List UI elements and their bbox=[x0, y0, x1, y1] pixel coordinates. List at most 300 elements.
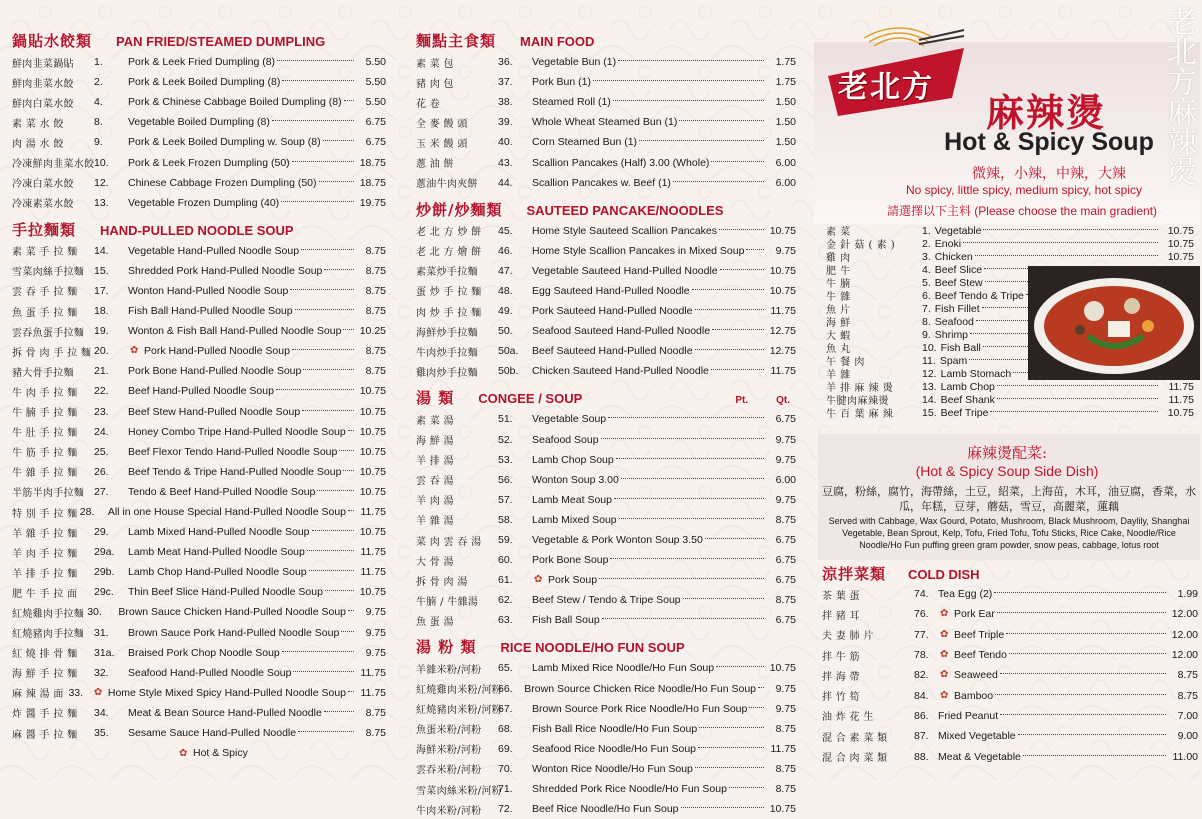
item-name-zh: 羊 雜 手 拉 麵 bbox=[12, 528, 78, 540]
menu-item bbox=[416, 112, 796, 132]
item-price: 10.75 bbox=[359, 385, 386, 398]
menu-item bbox=[12, 72, 386, 92]
item-name-zh: 牛 腩 手 拉 麵 bbox=[12, 408, 78, 420]
leader-dots bbox=[319, 181, 354, 182]
item-number: 71. bbox=[498, 783, 513, 796]
soup-title-zh: 麻辣燙 bbox=[986, 90, 1107, 135]
leader-dots bbox=[975, 255, 1158, 256]
item-name-en bbox=[938, 649, 1168, 661]
item-price: 6.75 bbox=[365, 136, 386, 149]
option-number: 12. bbox=[922, 367, 937, 380]
section-title-zh: 麵點主食類 bbox=[416, 32, 497, 50]
item-name-en bbox=[938, 710, 1168, 722]
item-price: 10.75 bbox=[359, 465, 386, 478]
item-number: 2. bbox=[94, 76, 103, 89]
item-price: 8.75 bbox=[365, 284, 386, 297]
item-name-zh: 海 鮮 湯 bbox=[416, 436, 454, 448]
leader-dots bbox=[307, 550, 354, 551]
menu-item bbox=[12, 241, 386, 261]
leader-dots bbox=[712, 329, 764, 330]
option-name-en bbox=[922, 394, 1160, 406]
item-name-zh: 炸 醬 手 拉 麵 bbox=[12, 709, 78, 721]
menu-item bbox=[12, 321, 386, 341]
item-name-zh: 鮮肉韭菜鍋貼 bbox=[12, 58, 74, 70]
menu-item bbox=[12, 442, 386, 462]
item-number: 20. bbox=[94, 345, 109, 358]
item-number: 86. bbox=[914, 709, 929, 722]
item-name-text: Seafood Hand-Pulled Noodle Soup bbox=[128, 666, 292, 679]
item-number: 23. bbox=[94, 405, 109, 418]
menu-item bbox=[12, 301, 386, 321]
item-name-zh: 雲吞米粉/河粉 bbox=[416, 765, 482, 777]
item-name-text: Wonton Rice Noodle/Ho Fun Soup bbox=[532, 762, 693, 775]
section-title-zh: 涼拌菜類 bbox=[822, 565, 887, 583]
menu-item bbox=[416, 450, 796, 470]
option-name-zh: 雞 肉 bbox=[826, 253, 851, 264]
item-name-zh: 大 骨 湯 bbox=[416, 556, 454, 568]
menu-item bbox=[416, 409, 796, 429]
chili-icon: ✿ bbox=[940, 608, 949, 620]
item-number: 18. bbox=[94, 305, 109, 318]
option-price: 10.75 bbox=[1167, 406, 1194, 419]
item-name-zh: 雪菜肉絲手拉麵 bbox=[12, 267, 85, 279]
leader-dots bbox=[1009, 653, 1166, 654]
item-name-text: Seafood Rice Noodle/Ho Fun Soup bbox=[532, 742, 697, 755]
leader-dots bbox=[990, 411, 1158, 412]
item-price: 9.75 bbox=[775, 702, 796, 715]
item-name-text: Meat & Bean Source Hand-Pulled Noodle bbox=[128, 706, 322, 719]
item-name-text: Pork & Leek Frozen Dumpling (50) bbox=[128, 156, 290, 169]
menu-item bbox=[416, 430, 796, 450]
leader-dots bbox=[711, 369, 764, 370]
item-number: 26. bbox=[94, 465, 109, 478]
item-name-zh: 紅燒豬肉米粉/河粉 bbox=[416, 705, 503, 717]
item-price: 1.75 bbox=[775, 56, 796, 69]
item-number: 9. bbox=[94, 136, 103, 149]
option-price: 10.75 bbox=[1167, 250, 1194, 263]
item-number: 57. bbox=[498, 493, 513, 506]
menu-item bbox=[416, 470, 796, 490]
option-name-text: Lamb Stomach bbox=[940, 367, 1012, 380]
menu-item bbox=[416, 52, 796, 72]
item-name-zh: 拌 海 帶 bbox=[822, 671, 860, 683]
menu-item bbox=[416, 570, 796, 590]
section-header bbox=[12, 30, 386, 52]
item-name-text: Scallion Pancakes w. Beef (1) bbox=[532, 176, 671, 189]
item-name-zh: 拆 骨 肉 湯 bbox=[416, 576, 468, 588]
item-name-en bbox=[128, 197, 356, 209]
item-name-en bbox=[128, 136, 356, 148]
cold-dish-list bbox=[822, 584, 1198, 767]
menu-item bbox=[12, 422, 386, 442]
leader-dots bbox=[282, 80, 354, 81]
item-price: 12.75 bbox=[769, 325, 796, 338]
leader-dots bbox=[746, 249, 764, 250]
menu-item bbox=[12, 462, 386, 482]
item-name-en bbox=[532, 413, 766, 425]
item-name-zh: 牛肉米粉/河粉 bbox=[416, 805, 482, 817]
item-price: 8.75 bbox=[775, 722, 796, 735]
leader-dots bbox=[599, 578, 764, 579]
choose-main-ingredient: 請選擇以下主料 (Please choose the main gradient) bbox=[886, 204, 1158, 218]
item-name-en bbox=[938, 751, 1168, 763]
section-title-en: SAUTEED PANCAKE/NOODLES bbox=[526, 202, 724, 218]
item-name-text: Vegetable Soup bbox=[532, 413, 607, 426]
item-name-text: Pork & Leek Boiled Dumpling w. Soup (8) bbox=[128, 136, 321, 149]
menu-item bbox=[416, 490, 796, 510]
option-name-en bbox=[922, 251, 1160, 263]
leader-dots bbox=[695, 767, 764, 768]
item-price: 10.75 bbox=[359, 586, 386, 599]
item-name-en bbox=[92, 687, 356, 699]
item-name-en bbox=[938, 690, 1168, 702]
menu-column-middle bbox=[408, 0, 810, 817]
item-price: 10.75 bbox=[359, 485, 386, 498]
menu-item bbox=[416, 281, 796, 301]
option-name-text: Fish Ball bbox=[940, 341, 981, 354]
menu-item bbox=[416, 261, 796, 281]
item-price: 10.75 bbox=[769, 264, 796, 277]
item-price: 9.75 bbox=[365, 646, 386, 659]
item-name-en bbox=[532, 763, 766, 775]
item-name-text: Tea Egg (2) bbox=[938, 588, 993, 601]
item-name-zh: 夫 妻 肺 片 bbox=[822, 631, 874, 643]
option-number: 15. bbox=[922, 406, 937, 419]
option-number: 2. bbox=[922, 237, 931, 250]
item-name-text: Vegetable Frozen Dumpling (40) bbox=[128, 196, 280, 209]
item-name-en bbox=[532, 594, 766, 606]
option-name-text: Fish Fillet bbox=[934, 302, 980, 315]
option-name-zh: 魚 丸 bbox=[826, 344, 851, 355]
leader-dots bbox=[1023, 755, 1166, 756]
item-name-zh: 牛 肚 手 拉 麵 bbox=[12, 428, 78, 440]
spice-levels-en: No spicy, little spicy, medium spicy, hot spicy bbox=[905, 183, 1143, 197]
option-number: 6. bbox=[922, 289, 931, 302]
item-name-zh: 玉 米 饅 頭 bbox=[416, 138, 468, 150]
item-name-en bbox=[128, 385, 356, 397]
item-name-en bbox=[128, 76, 356, 88]
item-number: 4. bbox=[94, 96, 103, 109]
item-name-zh: 素 菜 手 拉 麵 bbox=[12, 247, 78, 259]
item-name-en bbox=[532, 434, 766, 446]
option-name-zh: 金 針 菇 ( 素 ) bbox=[826, 240, 896, 251]
leader-dots bbox=[293, 671, 354, 672]
menu-item bbox=[416, 341, 796, 361]
menu-item bbox=[416, 241, 796, 261]
leader-dots bbox=[317, 490, 354, 491]
soup-option bbox=[826, 406, 1194, 419]
menu-item bbox=[822, 746, 1198, 766]
menu-item bbox=[416, 132, 796, 152]
option-name-text: Beef Tripe bbox=[940, 406, 989, 419]
chili-icon: ✿ bbox=[130, 345, 139, 357]
menu-item bbox=[12, 52, 386, 72]
leader-dots bbox=[616, 458, 764, 459]
option-number: 9. bbox=[922, 328, 931, 341]
item-price: 9.75 bbox=[775, 244, 796, 257]
item-name-zh: 半筋半肉手拉麵 bbox=[12, 488, 85, 500]
item-number: 69. bbox=[498, 742, 513, 755]
section-title-zh: 湯 粉 類 bbox=[416, 638, 477, 657]
item-name-text: Tendo & Beef Hand-Pulled Noodle Soup bbox=[128, 485, 316, 498]
section-header bbox=[416, 30, 796, 52]
leader-dots bbox=[339, 450, 354, 451]
item-price: 6.00 bbox=[775, 176, 796, 189]
item-number: 36. bbox=[498, 56, 513, 69]
item-name-zh: 雪菜肉絲米粉/河粉 bbox=[416, 785, 503, 797]
menu-item bbox=[12, 602, 386, 622]
item-name-text: Beef Hand-Pulled Noodle Soup bbox=[128, 385, 274, 398]
item-price: 8.75 bbox=[775, 762, 796, 775]
item-name-text: Lamb Mixed Hand-Pulled Noodle Soup bbox=[128, 526, 310, 539]
item-name-text: Steamed Roll (1) bbox=[532, 96, 611, 109]
item-name-text: Brown Sauce Pork Hand-Pulled Noodle Soup bbox=[128, 626, 340, 639]
item-name-en bbox=[128, 406, 356, 418]
option-name-en bbox=[922, 381, 1160, 393]
leader-dots bbox=[277, 60, 354, 61]
item-name-zh: 拆 骨 肉 手 拉 麵 bbox=[12, 347, 92, 359]
item-price: 12.00 bbox=[1171, 608, 1198, 621]
item-number: 40. bbox=[498, 136, 513, 149]
menu-item bbox=[12, 381, 386, 401]
item-name-en bbox=[128, 707, 356, 719]
item-name-en bbox=[532, 494, 766, 506]
leader-dots bbox=[298, 731, 354, 732]
leader-dots bbox=[695, 309, 764, 310]
item-name-text: Pork & Leek Fried Dumpling (8) bbox=[128, 56, 276, 69]
spicy-legend bbox=[12, 747, 386, 759]
item-name-en bbox=[128, 157, 356, 169]
item-name-zh: 拌 牛 筋 bbox=[822, 651, 860, 663]
leader-dots bbox=[614, 498, 764, 499]
leader-dots bbox=[292, 349, 354, 350]
item-number: 38. bbox=[498, 96, 513, 109]
item-name-en bbox=[532, 157, 766, 169]
item-name-text: Whole Wheat Steamed Bun (1) bbox=[532, 116, 678, 129]
item-number: 8. bbox=[94, 116, 103, 129]
leader-dots bbox=[683, 598, 764, 599]
item-name-text: Lamb Mixed Rice Noodle/Ho Fun Soup bbox=[532, 662, 715, 675]
item-name-zh: 素 菜 湯 bbox=[416, 415, 454, 427]
item-name-en bbox=[532, 703, 766, 715]
item-price: 11.75 bbox=[360, 666, 386, 679]
item-number: 50a. bbox=[498, 345, 519, 358]
section-title-en: MAIN FOOD bbox=[520, 34, 595, 49]
item-name-en bbox=[532, 177, 766, 189]
item-name-text: Beef Tendo & Tripe Hand-Pulled Noodle Soup bbox=[128, 465, 342, 478]
item-name-zh: 全 麥 饅 頭 bbox=[416, 118, 468, 130]
menu-column-left bbox=[0, 0, 400, 785]
menu-item bbox=[12, 663, 386, 683]
item-name-text: Wonton Soup 3.00 bbox=[532, 473, 619, 486]
menu-item bbox=[12, 152, 386, 172]
item-name-text: Egg Sauteed Hand-Pulled Noodle bbox=[532, 284, 690, 297]
leader-dots bbox=[344, 100, 354, 101]
item-name-zh: 菜 肉 雲 吞 湯 bbox=[416, 536, 482, 548]
leader-dots bbox=[601, 438, 764, 439]
item-name-zh: 羊雜米粉/河粉 bbox=[416, 664, 482, 676]
chili-icon: ✿ bbox=[93, 686, 103, 698]
item-number: 50. bbox=[498, 325, 513, 338]
item-price: 8.75 bbox=[775, 783, 796, 796]
item-number: 72. bbox=[498, 803, 513, 816]
leader-dots bbox=[593, 80, 764, 81]
leader-dots bbox=[705, 538, 764, 539]
item-number: 76. bbox=[914, 608, 929, 621]
leader-dots bbox=[1018, 734, 1166, 735]
leader-dots bbox=[341, 631, 354, 632]
item-name-zh: 雲 吞 湯 bbox=[416, 476, 454, 488]
leader-dots bbox=[324, 711, 354, 712]
option-number: 8. bbox=[922, 315, 931, 328]
item-name-text: Pork Soup bbox=[548, 574, 598, 587]
leader-dots bbox=[325, 590, 354, 591]
item-name-en bbox=[532, 345, 766, 357]
item-number: 33. bbox=[68, 686, 84, 699]
item-number: 31a. bbox=[94, 646, 115, 659]
item-name-zh: 雲 吞 手 拉 麵 bbox=[12, 287, 78, 299]
leader-dots bbox=[692, 289, 764, 290]
item-name-text: Home Style Scallion Pancakes in Mixed Soup bbox=[532, 244, 745, 257]
item-name-en bbox=[532, 783, 766, 795]
side-dish-title-zh: 麻辣燙配菜: bbox=[966, 444, 1048, 462]
item-name-text: Fish Ball Rice Noodle/Ho Fun Soup bbox=[532, 722, 698, 735]
item-number: 78. bbox=[914, 649, 929, 662]
item-price: 11.00 bbox=[1172, 750, 1198, 763]
item-number: 46. bbox=[498, 244, 513, 257]
item-name-text: Pork & Leek Boiled Dumpling (8) bbox=[128, 76, 281, 89]
option-name-en bbox=[922, 238, 1160, 250]
leader-dots bbox=[1000, 714, 1166, 715]
item-name-en bbox=[938, 730, 1168, 742]
menu-item bbox=[416, 321, 796, 341]
item-name-text: Pork Ear bbox=[954, 608, 995, 621]
item-number: 32. bbox=[94, 666, 109, 679]
option-name-text: Beef Stew bbox=[934, 276, 983, 289]
option-name-text: Spam bbox=[939, 354, 968, 367]
item-price: 7.00 bbox=[1177, 709, 1198, 722]
vertical-brand-text: 老北方麻辣燙 bbox=[1161, 6, 1196, 186]
menu-item bbox=[416, 739, 796, 759]
item-number: 68. bbox=[498, 722, 513, 735]
menu-item bbox=[12, 402, 386, 422]
leader-dots bbox=[602, 618, 764, 619]
leader-dots bbox=[276, 389, 354, 390]
item-price: 10.25 bbox=[359, 325, 386, 338]
item-name-zh: 羊 肉 湯 bbox=[416, 496, 454, 508]
menu-column-right bbox=[814, 0, 1200, 785]
item-price: 19.75 bbox=[359, 196, 386, 209]
item-number: 35. bbox=[94, 727, 109, 740]
item-name-en bbox=[128, 727, 356, 739]
item-price: 8.75 bbox=[365, 706, 386, 719]
menu-item bbox=[12, 703, 386, 723]
option-number: 13. bbox=[922, 380, 937, 393]
item-name-zh: 混 合 素 菜 類 bbox=[822, 732, 888, 744]
item-name-zh: 紅燒雞肉手拉麵 bbox=[12, 608, 85, 620]
item-name-text: Vegetable Boiled Dumpling (8) bbox=[128, 116, 270, 129]
item-number: 82. bbox=[914, 669, 929, 682]
chili-icon: ✿ bbox=[940, 689, 949, 701]
option-price: 10.75 bbox=[1167, 224, 1194, 237]
chili-icon: ✿ bbox=[940, 628, 949, 640]
item-number: 1. bbox=[94, 56, 103, 69]
leader-dots bbox=[699, 727, 764, 728]
item-number: 67. bbox=[498, 702, 513, 715]
item-name-zh: 羊 肉 手 拉 麵 bbox=[12, 548, 78, 560]
item-name-text: Lamb Meat Soup bbox=[532, 493, 612, 506]
leader-dots bbox=[639, 140, 764, 141]
item-name-zh: 蛋 炒 手 拉 麵 bbox=[416, 287, 482, 299]
option-number: 10. bbox=[922, 341, 937, 354]
menu-item bbox=[416, 510, 796, 530]
item-name-en bbox=[532, 245, 766, 257]
leader-dots bbox=[758, 687, 764, 688]
item-name-en bbox=[938, 669, 1168, 681]
item-price: 6.75 bbox=[775, 574, 796, 587]
item-name-zh: 海鮮米粉/河粉 bbox=[416, 745, 482, 757]
item-number: 59. bbox=[498, 534, 513, 547]
option-number: 1. bbox=[922, 224, 931, 237]
item-number: 19. bbox=[94, 325, 109, 338]
side-dish-title-en: (Hot & Spicy Soup Side Dish) bbox=[915, 463, 1099, 479]
item-name-zh: 冷凍白菜水餃 bbox=[12, 179, 74, 191]
item-name-zh: 紅燒豬肉手拉麵 bbox=[12, 629, 85, 641]
option-name-text: Vegetable bbox=[934, 224, 982, 237]
item-price: 10.75 bbox=[359, 405, 386, 418]
item-name-text: Pork Sauteed Hand-Pulled Noodle bbox=[532, 305, 693, 318]
item-name-en bbox=[532, 116, 766, 128]
item-price: 1.75 bbox=[775, 76, 796, 89]
item-price: 8.75 bbox=[365, 305, 386, 318]
item-name-zh: 牛 肉 手 拉 麵 bbox=[12, 387, 78, 399]
option-name-text: Enoki bbox=[934, 237, 962, 250]
leader-dots bbox=[323, 140, 354, 141]
item-name-zh: 羊 雜 湯 bbox=[416, 516, 454, 528]
item-name-en bbox=[128, 426, 356, 438]
size-label: Pt. bbox=[735, 395, 749, 407]
item-name-en bbox=[108, 506, 356, 518]
item-name-en bbox=[532, 614, 766, 626]
item-name-en bbox=[532, 534, 766, 546]
item-price: 1.99 bbox=[1177, 588, 1198, 601]
item-name-text: Brown Source Chicken Rice Noodle/Ho Fun Soup bbox=[524, 682, 756, 695]
item-name-zh: 紅 燒 排 骨 麵 bbox=[12, 649, 78, 661]
item-name-zh: 豬 肉 包 bbox=[416, 78, 454, 90]
item-name-zh: 特 別 手 拉 麵 bbox=[12, 508, 78, 520]
option-number: 4. bbox=[922, 263, 931, 276]
leader-dots bbox=[290, 289, 354, 290]
item-number: 21. bbox=[94, 365, 109, 378]
section-header bbox=[416, 636, 796, 658]
item-number: 27. bbox=[94, 485, 109, 498]
item-price: 10.75 bbox=[359, 526, 386, 539]
item-name-zh: 鮮肉韭菜水餃 bbox=[12, 78, 74, 90]
menu-item bbox=[416, 530, 796, 550]
item-name-en bbox=[532, 662, 766, 674]
option-number: 14. bbox=[922, 393, 937, 406]
leader-dots bbox=[281, 201, 354, 202]
item-name-text: Pork & Chinese Cabbage Boiled Dumpling (8) bbox=[128, 96, 342, 109]
logo-text: 老北方 bbox=[838, 70, 934, 105]
menu-item bbox=[12, 173, 386, 193]
item-number: 84. bbox=[914, 689, 929, 702]
item-price: 6.75 bbox=[775, 534, 796, 547]
option-name-zh: 午 餐 肉 bbox=[826, 357, 865, 368]
leader-dots bbox=[301, 249, 354, 250]
item-name-text: Wonton Hand-Pulled Noodle Soup bbox=[128, 284, 289, 297]
item-name-en bbox=[532, 743, 766, 755]
